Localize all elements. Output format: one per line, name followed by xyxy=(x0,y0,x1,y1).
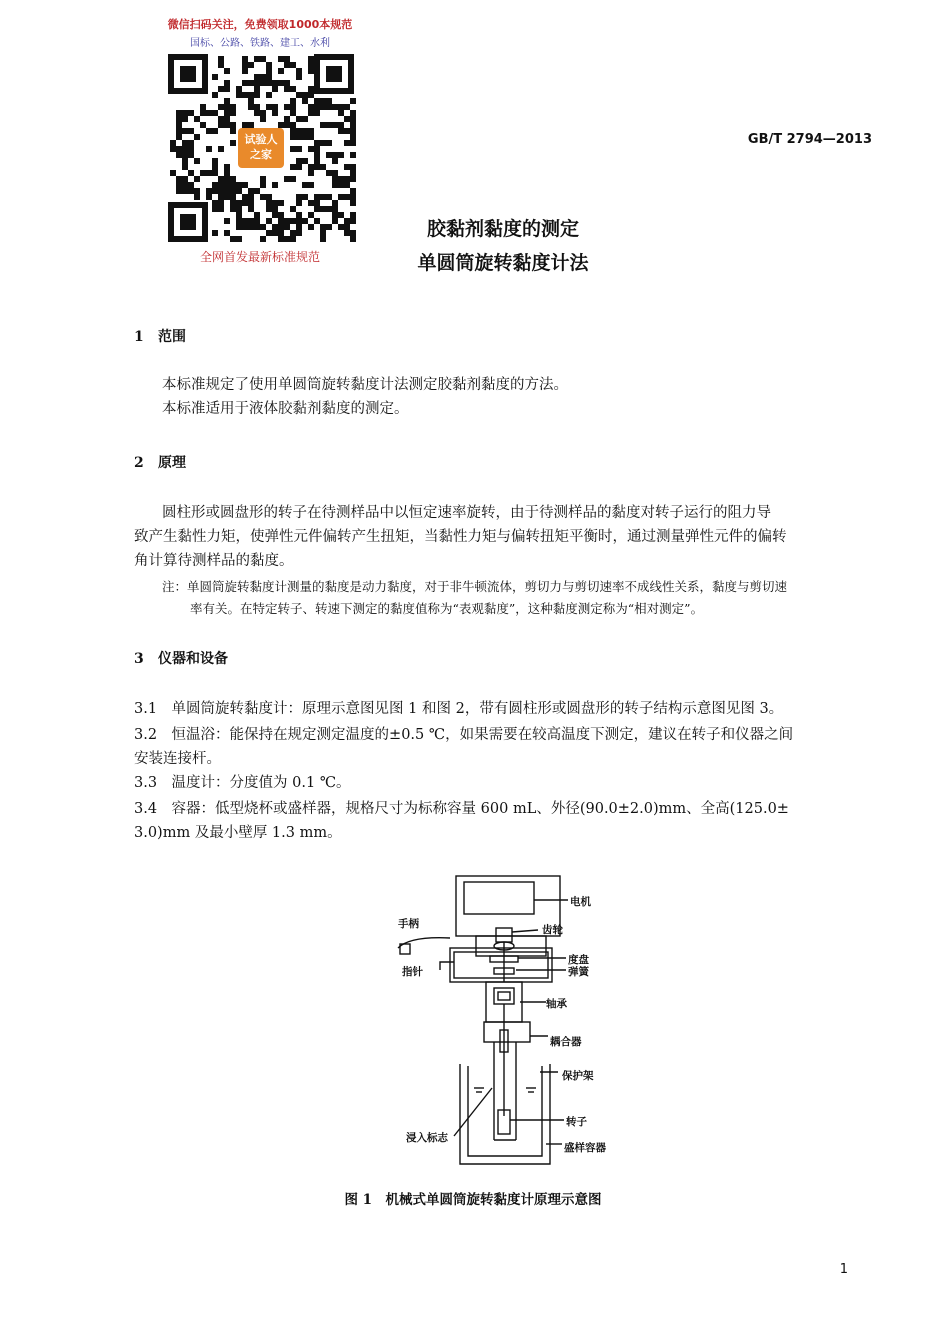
section-2-note-line-2: 率有关。在特定转子、转速下测定的黏度值称为“表观黏度”，这种黏度测定称为“相对测定”。 xyxy=(190,601,704,616)
label-bearing: 轴承 xyxy=(546,998,567,1010)
figure-1-caption: 图 1 机械式单圆筒旋转黏度计原理示意图 xyxy=(344,1192,602,1208)
section-2-note-line-1: 注：单圆筒旋转黏度计测量的黏度是动力黏度，对于非牛顿流体，剪切力与剪切速率不成线性关系，黏度与剪切速 xyxy=(162,579,788,594)
section-3-heading: 3 仪器和设备 xyxy=(134,651,228,667)
section-2-paragraph-line-1: 圆柱形或圆盘形的转子在待测样品中以恒定速率旋转，由于待测样品的黏度对转子运行的阻力导 xyxy=(162,505,771,521)
section-1-paragraph-1: 本标准规定了使用单圆筒旋转黏度计法测定胶黏剂黏度的方法。 xyxy=(162,377,568,393)
label-spring: 弹簧 xyxy=(568,966,589,978)
clause-3-2-line-1: 3.2 恒温浴：能保持在规定测定温度的±0.5 ℃，如果需要在较高温度下测定，建议在转子和仪器之间 xyxy=(134,727,794,743)
section-2-heading: 2 原理 xyxy=(134,455,186,471)
standard-number: GB/T 2794—2013 xyxy=(747,132,872,147)
label-dial: 度盘 xyxy=(568,954,589,966)
label-coupler: 耦合器 xyxy=(550,1036,582,1048)
label-handle: 手柄 xyxy=(398,918,419,930)
label-guard: 保护架 xyxy=(562,1070,594,1082)
section-1-heading: 1 范围 xyxy=(134,329,186,345)
promo-text-top: 微信扫码关注，免费领取1000本规范 xyxy=(167,18,353,31)
label-pointer: 指针 xyxy=(402,966,423,978)
clause-3-1: 3.1 单圆筒旋转黏度计：原理示意图见图 1 和图 2，带有圆柱形或圆盘形的转子结构示意图见图 3。 xyxy=(134,701,784,717)
clause-3-2-line-2: 安装连接杆。 xyxy=(134,751,221,767)
section-1-paragraph-2: 本标准适用于液体胶黏剂黏度的测定。 xyxy=(162,401,409,417)
promo-text-bottom: 全网首发最新标准规范 xyxy=(199,250,320,264)
clause-3-4-line-1: 3.4 容器：低型烧杯或盛样器，规格尺寸为标称容量 600 mL、外径(90.0±2.0)mm、全高(125.0± xyxy=(134,801,789,817)
section-2-paragraph-line-2: 致产生黏性力矩，使弹性元件偏转产生扭矩，当黏性力矩与偏转扭矩平衡时，通过测量弹性元件的偏转 xyxy=(134,529,787,545)
qr-logo-text: 试验人 之家 xyxy=(244,133,278,161)
label-motor: 电机 xyxy=(570,896,591,908)
clause-3-4-line-2: 3.0)mm 及最小壁厚 1.3 mm。 xyxy=(134,825,342,841)
promo-text-categories: 国标、公路、铁路、建工、水利 xyxy=(190,38,330,49)
label-immersion-mark: 浸入标志 xyxy=(406,1132,448,1144)
label-gear: 齿轮 xyxy=(542,924,563,936)
page-number: 1 xyxy=(839,1262,848,1277)
clause-3-3: 3.3 温度计：分度值为 0.1 ℃。 xyxy=(134,775,351,791)
document-title-line2: 单圆筒旋转黏度计法 xyxy=(417,252,589,274)
label-rotor: 转子 xyxy=(566,1116,587,1128)
section-2-paragraph-line-3: 角计算待测样品的黏度。 xyxy=(134,553,294,569)
label-container: 盛样容器 xyxy=(564,1142,606,1154)
document-title-line1: 胶黏剂黏度的测定 xyxy=(426,218,579,240)
